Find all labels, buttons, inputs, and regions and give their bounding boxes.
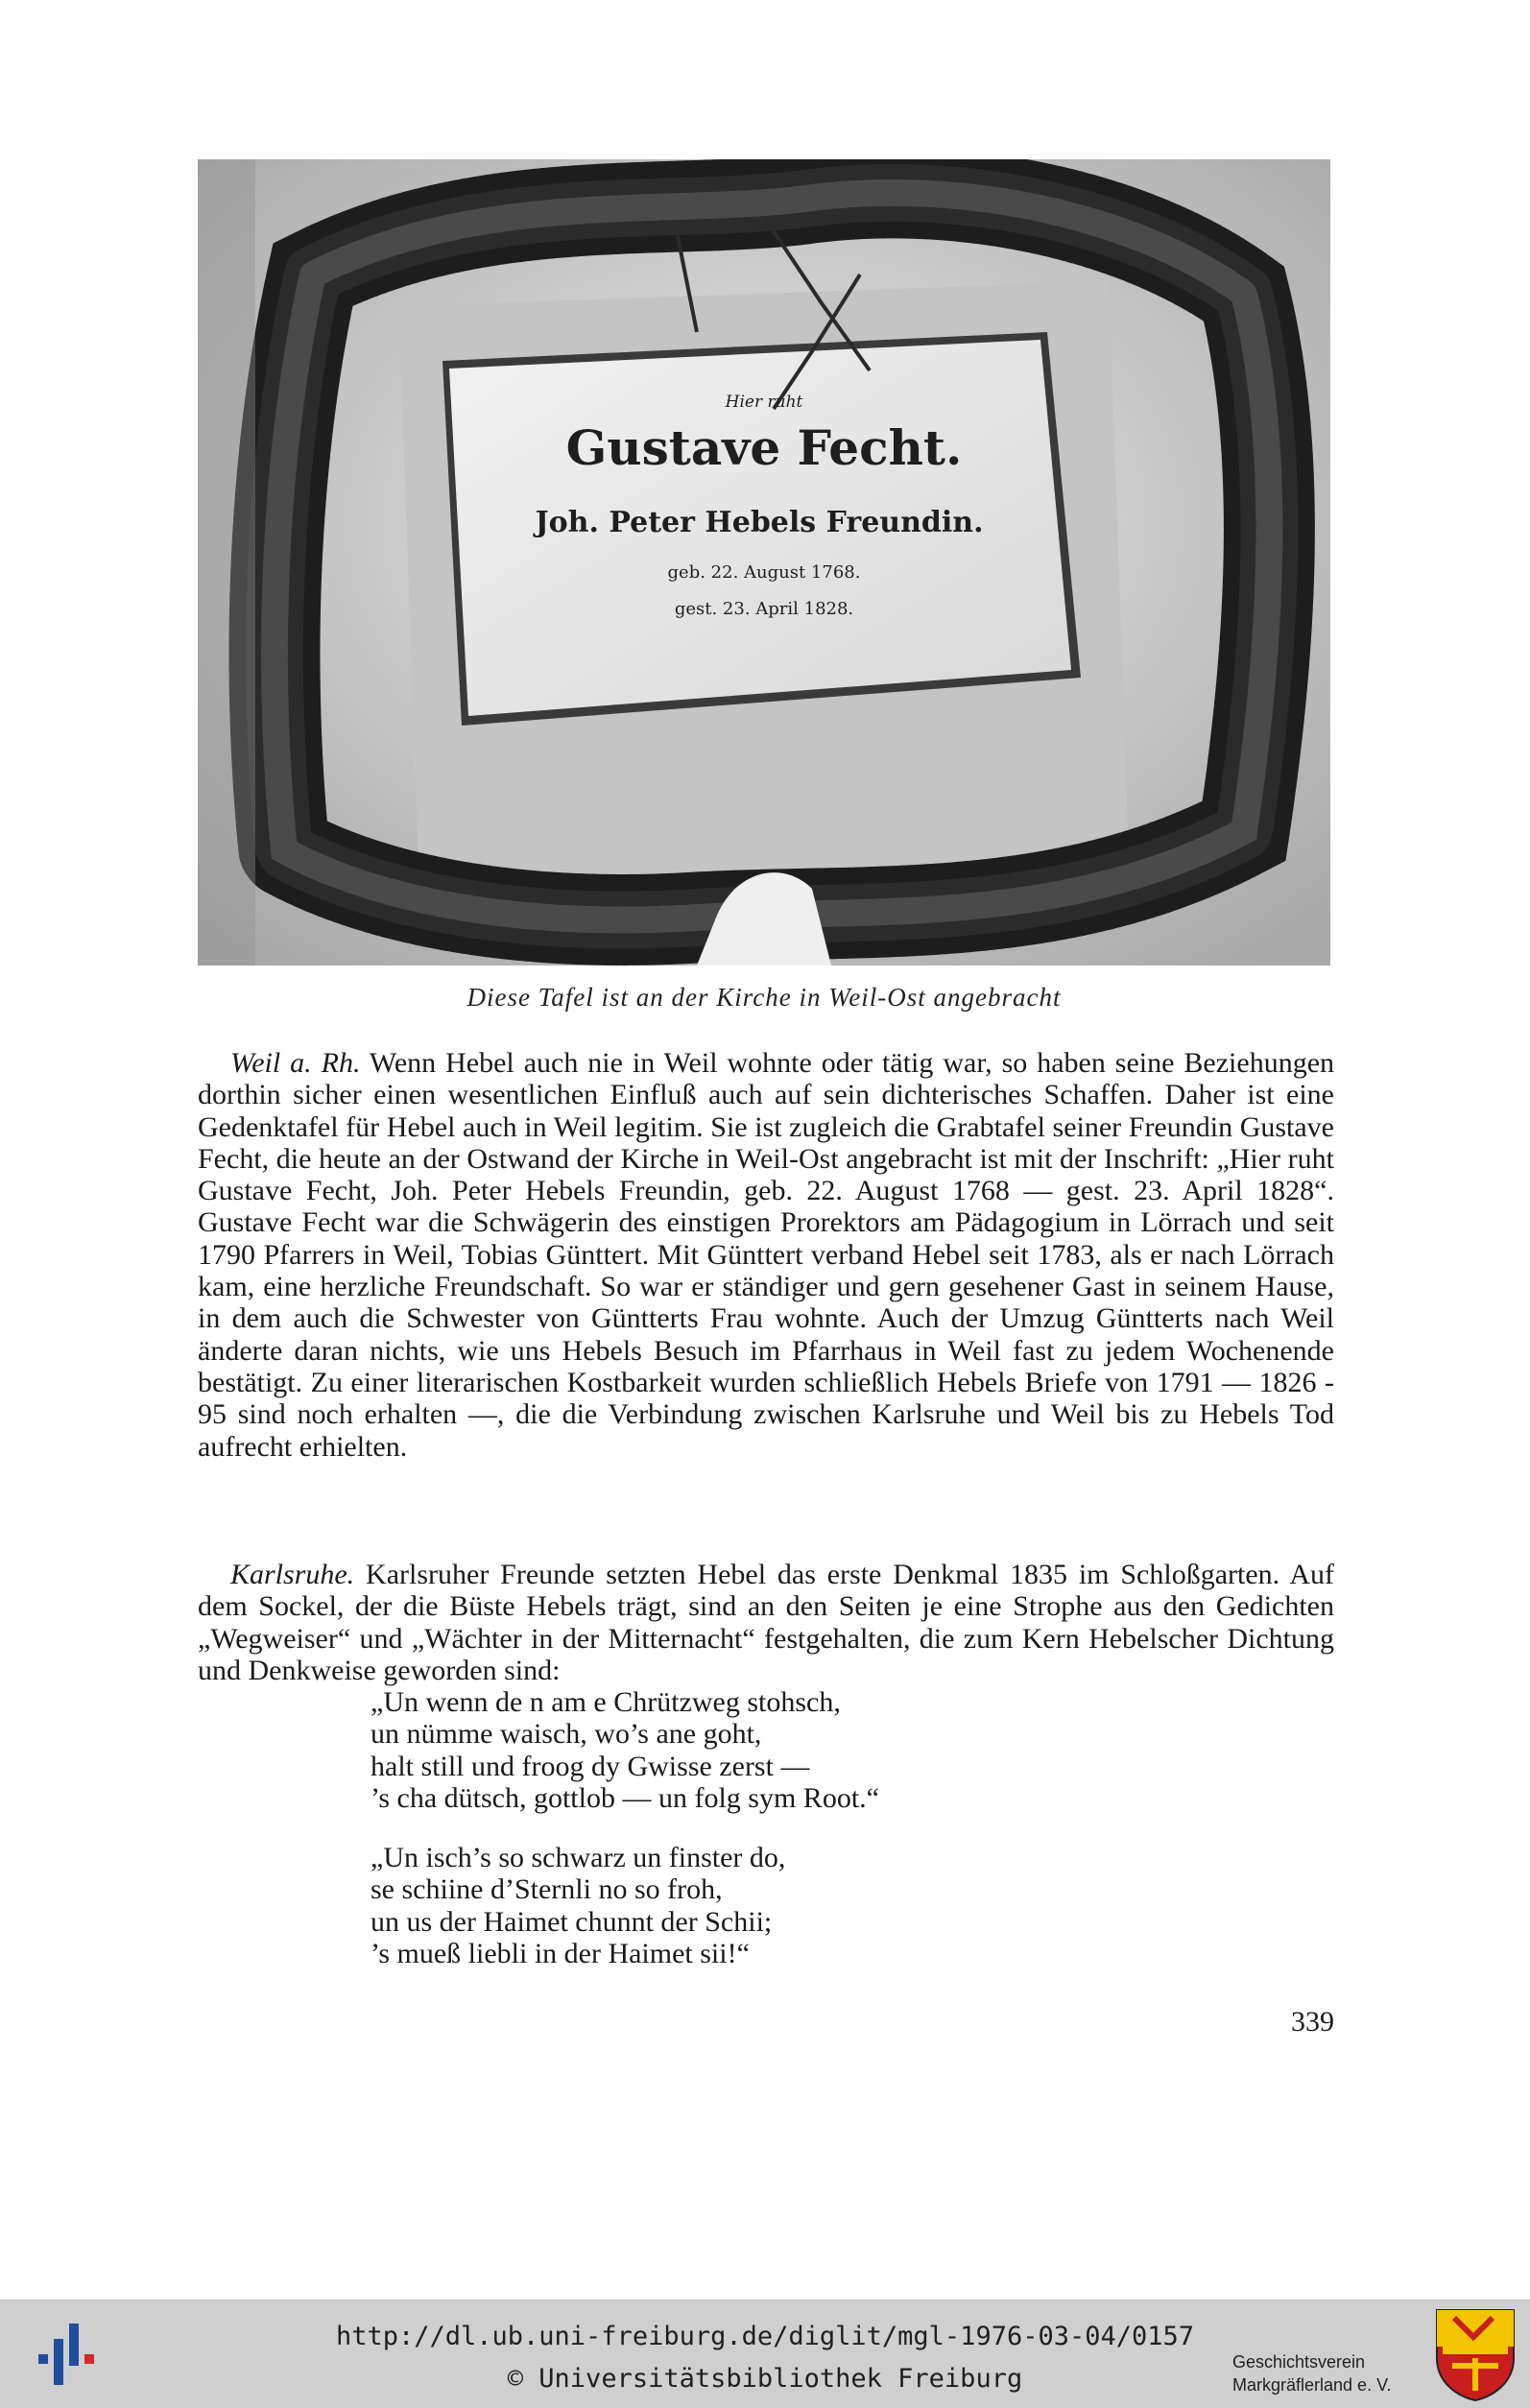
society-crest-icon[interactable] xyxy=(1435,2308,1516,2402)
plaque-name-text: Gustave Fecht. xyxy=(565,419,963,476)
verse-waechter xyxy=(371,1842,785,1969)
society-name xyxy=(1232,2350,1444,2396)
paragraph-karlsruhe xyxy=(198,1559,1334,1686)
paragraph-karlsruhe-text: Karlsruher Freunde setzten Hebel das erste Denkmal 1835 im Schloßgarten. Auf dem Sockel, der die Büste Hebels trägt, sind an den Seiten je eine Strophe aus den Gedichten „Wegweiser“ und „Wächter in der Mitternacht“ festgehalten, die zum Kern Hebelscher Dichtung und Denkweise geworden sind: xyxy=(198,1559,1334,1686)
society-line: Markgräflerland e. V. xyxy=(1232,2375,1392,2395)
paragraph-karlsruhe-lead: Karlsruhe. xyxy=(230,1559,355,1590)
verse-line: un nümme waisch, wo’s ane goht, xyxy=(371,1718,762,1751)
plaque-photo-graphic xyxy=(198,159,1330,966)
verse-line: ’s mueß liebli in der Haimet sii!“ xyxy=(371,1937,750,1969)
paragraph-weil xyxy=(198,1047,1334,1463)
plaque-line4-text: gest. 23. April 1828. xyxy=(674,599,854,619)
page-number: 339 xyxy=(1291,2006,1334,2038)
document-url-link[interactable]: http://dl.ub.uni-freiburg.de/diglit/mgl-1976-03-04/0157 xyxy=(335,2322,1195,2351)
verse-line: „Un wenn de n am e Chrützweg stohsch, xyxy=(371,1686,841,1718)
paragraph-weil-lead: Weil a. Rh. xyxy=(230,1047,361,1079)
footer-bar xyxy=(0,2300,1530,2408)
plaque-line2-text: Joh. Peter Hebels Freundin. xyxy=(535,506,984,539)
verse-wegweiser xyxy=(371,1686,879,1814)
plaque-small-text: Hier ruht xyxy=(725,393,803,412)
verse-line: un us der Haimet chunnt der Schii; xyxy=(371,1905,773,1938)
society-line: Geschichtsverein xyxy=(1232,2352,1366,2372)
verse-line: ’s cha dütsch, gottlob — un folg sym Root.“ xyxy=(371,1781,879,1814)
verse-line: se schiine d’Sternli no so froh, xyxy=(371,1873,723,1906)
copyright-text: © Universitätsbibliothek Freiburg xyxy=(507,2364,1023,2394)
verse-line: „Un isch’s so schwarz un finster do, xyxy=(371,1842,786,1873)
photo-caption: Diese Tafel ist an der Kirche in Weil-Ost angebracht xyxy=(466,983,1062,1012)
plaque-photo xyxy=(198,159,1330,966)
plaque-line3-text: geb. 22. August 1768. xyxy=(667,562,861,583)
paragraph-weil-text: Wenn Hebel auch nie in Weil wohnte oder tätig war, so haben seine Beziehungen dorthin sicher einen wesentlichen Einfluß auch auf sein dichterisches Schaffen. Daher ist eine Gedenktafel für Hebel auch in Weil legitim. Sie ist zugleich die Grabtafel seiner Freundin Gustave Fecht, die heute an der Ostwand der Kirche in Weil-Ost angebracht ist mit der Inschrift: „Hier ruht Gustave Fecht, Joh. Peter Hebels Freundin, geb. 22. August 1768 — gest. 23. April 1828“. Gustave Fecht war die Schwägerin des einstigen Prorektors am Pädagogium in Lörrach und seit 1790 Pfarrers in Weil, Tobias Günttert. Mit Günttert verband Hebel seit 1783, als er nach Lörrach kam, eine herzliche Freundschaft. So war er ständiger und gern gesehener Gast in seinem Hause, in dem auch die Schwester von Güntterts Frau wohnte. Auch der Umzug Güntterts nach Weil änderte daran nichts, wie uns Hebels Besuch im Pfarrhaus in Weil fast zu jedem Wochenende bestätigt. Zu einer literarischen Kostbarkeit wurden schließlich Hebels Briefe von 1791 — 1826 - 95 sind noch erhalten —, die die Verbindung zwischen Karlsruhe und Weil bis zu Hebels Tod aufrecht erhielten. xyxy=(198,1047,1335,1463)
verse-line: halt still und froog dy Gwisse zerst — xyxy=(371,1750,810,1782)
